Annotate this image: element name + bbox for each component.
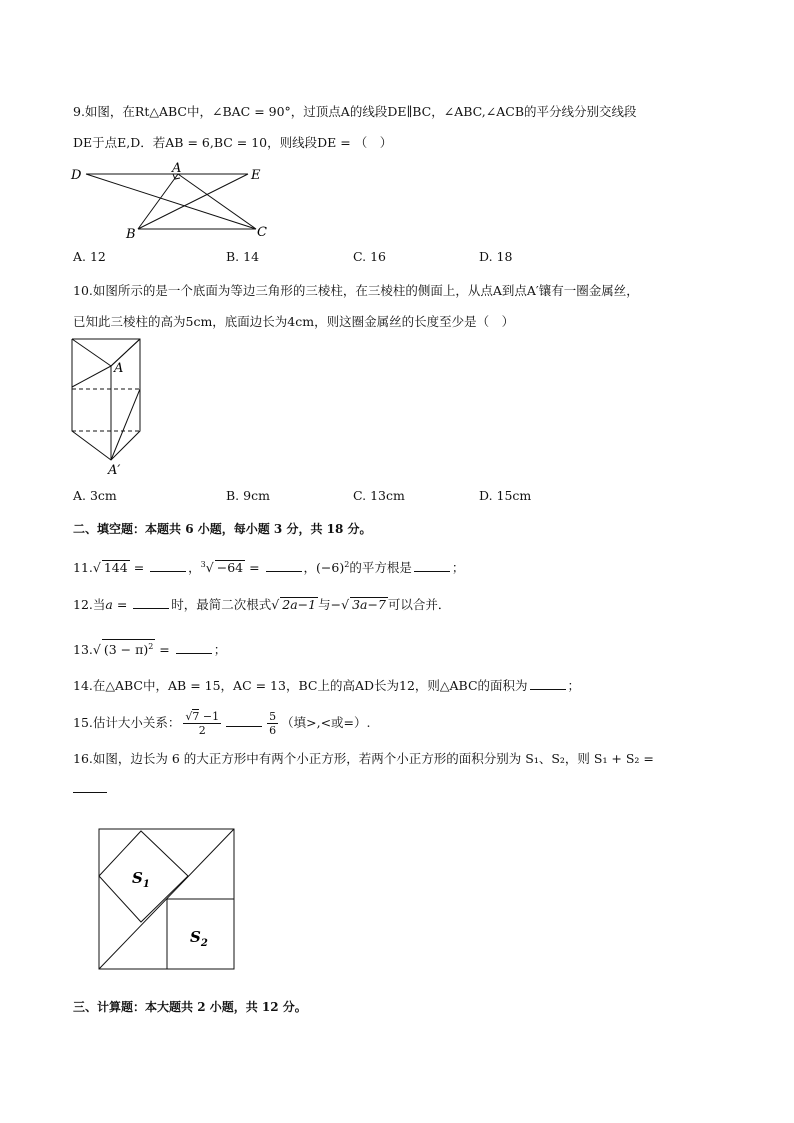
q10-options xyxy=(73,488,633,506)
q9-label-b: B xyxy=(126,227,136,242)
q12-radical2: 3a−7 xyxy=(352,597,386,612)
q9-line1: 9.如图，在Rt△ABC中，∠BAC = 90°，过顶点A的线段DE∥BC，∠ABC,∠ACB的平分线分别交线段 xyxy=(73,104,637,119)
q13: 13.√ $(3 - \pi)^2$ = ； xyxy=(73,639,226,659)
q11-blank3[interactable] xyxy=(414,559,450,572)
q9-figure xyxy=(68,162,278,242)
q11-expr3: (−6) xyxy=(316,560,345,576)
q16-label-s1: $S_1$ xyxy=(132,869,150,890)
q16-blank[interactable] xyxy=(73,792,107,793)
q9-option-a: A. 12 xyxy=(73,249,106,264)
q15-blank[interactable] xyxy=(226,714,262,727)
q16-label-s2: $S_2$ xyxy=(190,928,208,949)
q16-line1: 16.如图，边长为 6 的大正方形中有两个小正方形，若两个小正方形的面积分别为 S₁、S₂，则 S₁ + S₂ = xyxy=(73,751,654,766)
q10-option-c: C. 13cm xyxy=(353,488,405,503)
q9-option-b: B. 14 xyxy=(226,249,260,264)
q12: 12.当a = 时，最简二次根式√ 2a−1 与−√ 3a−7 可以合并． xyxy=(73,597,451,612)
q10-label-a: A xyxy=(114,361,124,376)
q9-line2: DE于点E,D．若AB = 6,BC = 10，则线段DE = （ ） xyxy=(73,135,393,150)
q10-option-d: D. 15cm xyxy=(479,488,532,503)
q11-blank2[interactable] xyxy=(266,559,302,572)
q9-label-e: E xyxy=(251,168,261,183)
q15: 15.估计大小关系： $\frac{√7 -1}{2}$ $\frac{5}{6}$ （填>,<或=）. xyxy=(73,710,371,737)
q9-options xyxy=(73,249,633,267)
section2-heading: 二、填空题：本题共 6 小题，每小题 3 分，共 18 分。 xyxy=(73,522,372,536)
q9-option-c: C. 16 xyxy=(353,249,386,264)
q10-option-b: B. 9cm xyxy=(226,488,270,503)
q13-blank[interactable] xyxy=(176,641,212,654)
q11-expr1: 144 xyxy=(103,560,128,576)
q10-line2: 已知此三棱柱的高为5cm，底面边长为4cm，则这圈金属丝的长度至少是（ ） xyxy=(73,314,515,329)
q10-line1: 10.如图所示的是一个底面为等边三角形的三棱柱，在三棱柱的侧面上，从点A到点A′镶有一圈金属丝， xyxy=(73,283,639,298)
section3-heading: 三、计算题：本大题共 2 小题，共 12 分。 xyxy=(73,1000,307,1014)
q16-figure xyxy=(96,826,238,974)
q9-option-d: D. 18 xyxy=(479,249,513,264)
q14-blank[interactable] xyxy=(530,677,566,690)
q11: 11.√ 144 = ，$^3$√ −64 = ，$(-6)^2$的平方根是 ； xyxy=(73,560,465,576)
q13-radicand: $(3 - \pi)^2$ xyxy=(102,639,155,657)
q12-blank[interactable] xyxy=(133,596,169,609)
q11-expr2: −64 xyxy=(216,560,244,576)
q10-option-a: A. 3cm xyxy=(73,488,117,503)
q11-num: 11. xyxy=(73,560,93,576)
q9-label-c: C xyxy=(257,225,267,240)
q11-root-index: 3 xyxy=(200,560,206,569)
q9-label-a: A xyxy=(172,162,182,176)
q15-fraction1: $\frac{√7 -1}{2}$ xyxy=(185,710,220,737)
q10-label-a-prime: A′ xyxy=(108,463,121,478)
q15-fraction2: $\frac{5}{6}$ xyxy=(269,710,277,737)
q14: 14.在△ABC中，AB = 15，AC = 13，BC上的高AD长为12，则△ABC的面积为 ； xyxy=(73,678,581,693)
q12-radical1: 2a−1 xyxy=(282,597,317,612)
q9-label-d: D xyxy=(71,168,82,183)
q10-figure xyxy=(66,334,156,479)
q11-blank1[interactable] xyxy=(150,559,186,572)
